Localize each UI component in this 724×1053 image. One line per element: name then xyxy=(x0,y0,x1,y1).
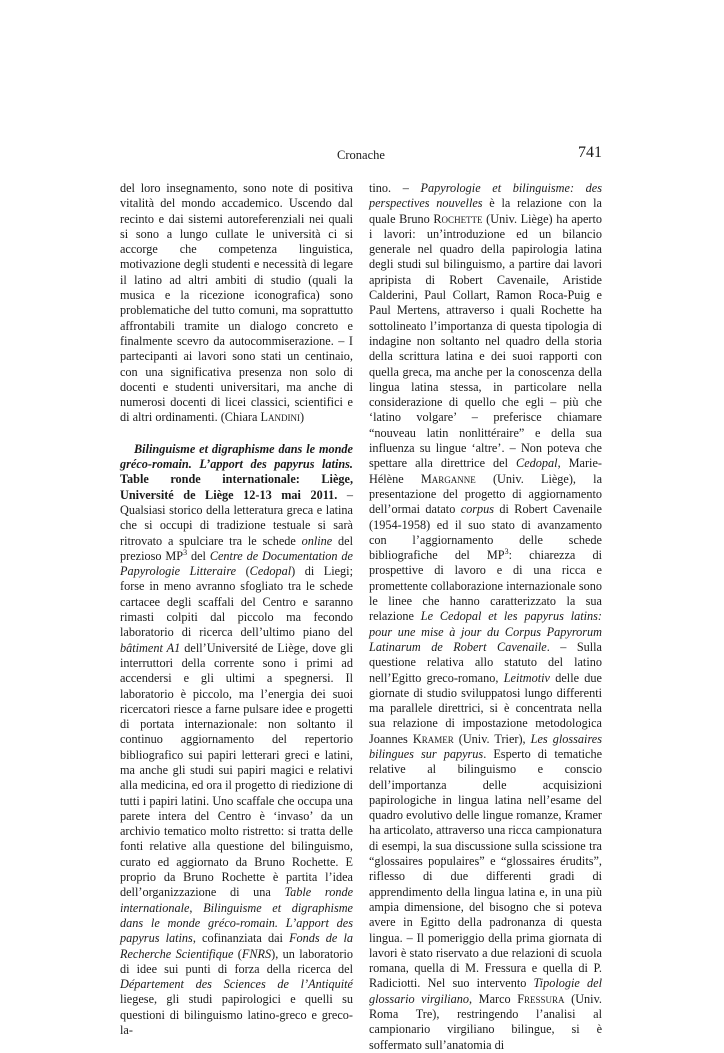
text-run: Fressura xyxy=(517,991,565,1006)
left-column xyxy=(120,181,353,1038)
text-run: ( xyxy=(233,946,242,961)
text-run: 3 xyxy=(183,547,188,557)
text-run: ( xyxy=(236,564,250,579)
text-run: (Univ. Roma Tre), restringendo l’analisi al campionario virgiliano bilingue, si è soffermato sull’anatomia di xyxy=(369,991,602,1052)
text-run: Centre de Documentation de Papyrologie Litteraire xyxy=(120,548,353,579)
text-run: Papyrologie et bilinguisme: des perspectives nouvelles xyxy=(369,181,603,211)
text-run: Table ronde internationale: Liège, Université de Liège 12-13 mai 2011. xyxy=(120,472,353,502)
text-run: Table ronde internationale xyxy=(120,885,354,915)
text-run: 3 xyxy=(504,547,509,557)
text-run: Département des Sciences de l’Antiquité xyxy=(120,977,353,992)
paragraph xyxy=(120,181,353,426)
text-run: del loro insegnamento, sono note di positiva vitalità del mondo accademico. Uscendo dal recinto e dai sistemi autoreferenziali nei quali si sono a lungo cullate le università ci si accorge che competenza linguistica, motivazione degli studenti e necessità di legare il latino ad altri ambiti di studio (quali la musica e la ricezione iconografica) sono problematiche del tutto comuni, ma soprattutto affrontabili tramite un dialogo concreto e finalmente scevro da autocommiserazione. – I partecipanti ai lavori sono stati un centinaio, con una significativa presenza non solo di docenti e studenti universitari, ma anche di numerosi docenti di licei classici, scientifici e di altri ordinamenti. (Chiara xyxy=(120,181,353,425)
running-header xyxy=(120,144,602,166)
text-run: (Univ. Liège) ha aperto i lavori: un’introduzione ed un bilancio generale nel quadro della papirologia latina degli studi sul bilinguismo, a partire dai lavori apripista di Robert Cavenaile, Aristide Calderini, Paul Collart, Ramon Roca-Puig e Paul Mertens, attraverso i quali Rochette ha sottolineato l’importanza di questa tipologia di indagine non soltanto nel quadro della storia della scrittura latina e dei suoi rapporti con quella greca, ma anche per la conoscenza della lingua latina stessa, in particolare nella considerazione di quello che egli – più che ‘latino volgare’ – preferisce chiamare “nouveau latin nonlittéraire” e della sua influenza su lingue ‘altre’. – Non poteva che spettare alla direttrice del xyxy=(369,211,603,471)
text-run: Tipologie del glossario virgiliano xyxy=(369,976,602,1006)
text-run: (Univ. Trier), xyxy=(453,731,531,746)
paragraph xyxy=(369,181,602,1053)
page-number: 741 xyxy=(578,144,602,161)
text-run: , cofinanziata dai xyxy=(192,931,290,946)
text-run: , Marco xyxy=(469,991,518,1006)
text-run: Cedopal xyxy=(516,456,558,471)
text-run: ), un laboratorio di idee sui punti di forza della ricerca del xyxy=(120,946,353,976)
paragraph xyxy=(120,442,353,1039)
right-column xyxy=(369,181,602,1053)
text-run: , Marie-Hélène xyxy=(369,456,602,486)
text-run: tino. – xyxy=(369,181,421,195)
text-run: online xyxy=(301,533,333,548)
text-run: liegese, gli studi papirologici e quelli su questioni di bilinguismo latino-greco e greco-la- xyxy=(120,992,353,1038)
text-run: Cedopal xyxy=(249,564,292,579)
text-run: : chiarezza di prospettive di lavoro e di una ricca e promettente collaborazione internazionale sono le linee che hanno caratterizzato la sua relazione xyxy=(369,548,602,624)
text-run: Rochette xyxy=(433,211,483,226)
text-run: Kramer xyxy=(412,731,454,746)
text-run: Fonds de la Recherche Scientifique xyxy=(120,931,354,961)
text-run: Landini xyxy=(260,410,300,425)
text-run: – Qualsiasi storico della letteratura greca e latina che si occupi di tradizione testuale si sarà ritrovato a spulciare tra le schede xyxy=(120,487,353,548)
text-run: , xyxy=(189,900,204,915)
text-run: Marganne xyxy=(420,471,476,486)
text-run: ) di Liegi; forse in meno avranno sfogliato tra le schede cartacee degli scaffali del Centro e saranno rimasti colpiti dal piccolo ma fecondo laboratorio di ricerca dell’ultimo piano del xyxy=(120,564,353,640)
text-run: corpus xyxy=(460,502,495,517)
text-run: . – Sulla questione relativa allo statuto del latino nell’Egitto greco-romano, xyxy=(369,639,602,685)
text-run: dell’Université de Liège, dove gli interruttori della corrente sono i primi ad accendersi e gli ultimi a spegnersi. Il laboratorio è piccolo, ma l’energia dei suoi ricercatori riesce a farne pulsare idee e progetti di portata internazionale: non soltanto il continuo aggiornamento del repertorio bibliografico sui papiri letterari greci e latini, ma anche gli studi sui papiri magici e relativi alla medicina, ed ora il progetto di riedizione di tutti i papiri latini. Uno scaffale che occupa una parete intera del Centro è ‘invaso’ da un archivio tematico molto ristretto: si tratta delle fonti relative alla questione del bilinguismo, curato ed aggiornato da Bruno Rochette. E proprio da Bruno Rochette è partita l’idea dell’organizzazione di una xyxy=(120,640,354,900)
text-run: Bilinguisme et digraphisme dans le monde gréco-romain. L’apport des papyrus latins. xyxy=(120,441,353,472)
running-title: Cronache xyxy=(337,148,385,162)
text-run: Leitmotiv xyxy=(503,670,550,685)
text-run: (Univ. Liège), la presentazione del progetto di aggiornamento dell’ormai datato xyxy=(369,471,603,517)
text-run: ) xyxy=(299,410,305,425)
text-run: Les glossaires bilingues sur papyrus xyxy=(369,731,602,761)
text-run: di Robert Cavenaile (1954-1958) ed il suo stato di avanzamento con l’aggiornamento delle schede bibliografiche del MP xyxy=(369,502,602,563)
text-run: bâtiment A1 xyxy=(120,640,181,655)
text-run: FNRS xyxy=(241,946,272,961)
text-run: delle due giornate di studio sviluppatosi lungo differenti ma parallele direttrici, si è concentrata nella sua relazione di impostazione metodologica Joannes xyxy=(369,670,602,746)
text-run: Le Cedopal et les papyrus latins: pour une mise à jour du Corpus Papyrorum Latinarum de Robert Cavenaile xyxy=(369,609,602,654)
text-run: è la relazione con la quale Bruno xyxy=(369,196,602,226)
text-run: del xyxy=(187,548,210,563)
text-run: Bilinguisme et digraphisme dans le monde gréco-romain. L’apport des papyrus latins xyxy=(120,900,353,946)
text-run: del prezioso MP xyxy=(120,533,353,563)
text-run: . Esperto di tematiche relative al bilinguismo e conscio dell’importanza delle acquisizioni papirologiche in lingua latina nell’esame del quadro evolutivo delle lingue romanze, Kramer ha articolato, attraverso una ricca campionatura di esempi, la sua discussione sulla scissione tra “glossaires populaires” e “glossaires érudits”, riflesso di due differenti gradi di apprendimento della lingua latina e, in una più ampia dimensione, del bisogno che si poteva avere in Egitto della padronanza di questa lingua. – Il pomeriggio della prima giornata di lavori è stato riservato a due relazioni di scuola romana, quella di M. Fressura e quella di P. Radiciotti. Nel suo intervento xyxy=(369,746,603,991)
